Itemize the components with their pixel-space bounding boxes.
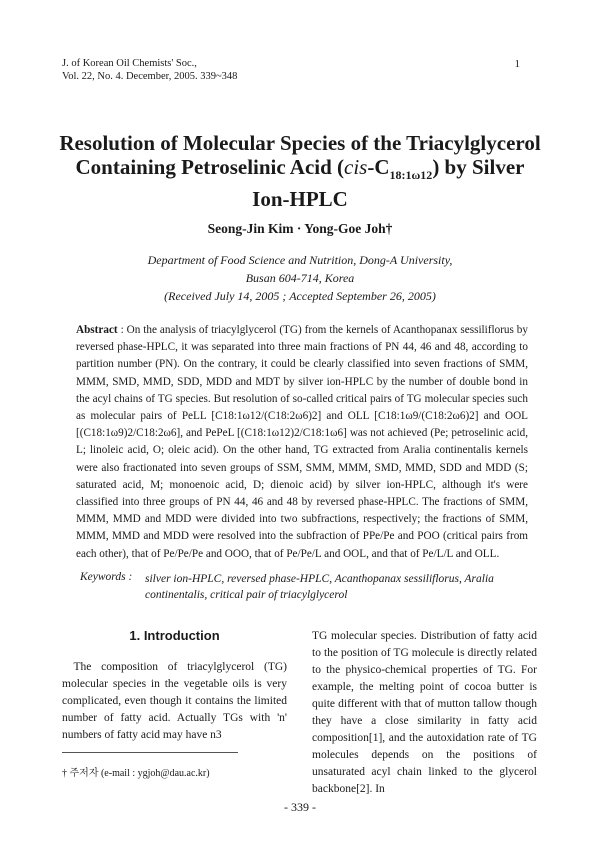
intro-left-column: The composition of triacylglycerol (TG) molecular species in the vegetable oils is very complicated, even though it contains the limited number of fatty acid. Actually TGs with 'n' numbers of fatty acid may have n3 <box>62 661 287 741</box>
abstract-label: Abstract <box>76 324 118 336</box>
footnote: † 주저자 (e-mail : ygjoh@dau.ac.kr) <box>62 768 210 779</box>
footnote-divider <box>62 752 238 753</box>
title-line-2: Containing Petroselinic Acid $(cis-C_{18:1\omega 12})$ by Silver <box>75 155 525 183</box>
journal-line-1: J. of Korean Oil Chemists' Soc., <box>62 58 197 69</box>
keywords-text: silver ion-HPLC, reversed phase-HPLC, Acanthopanax sessiliflorus, Aralia continentalis, critical pair of triacylglycerol <box>145 573 494 601</box>
affiliation <box>0 251 600 305</box>
abstract-text: : On the analysis of triacylglycerol (TG) from the kernels of Acanthopanax sessiliflorus by reversed phase-HPLC, it was separated into three main fractions of PN 44, 46 and 48, according to partition number (PN). On the contrary, it could be clearly classified into seven fractions of SMM, MMM, SMD, MMD, SDD, MDD and MDT by silver ion-HPLC by the number of double bond in the acyl chains of TG species. But resolution of so-called critical pairs of TG molecular species such as molecular pairs of PeLL [C18:1ω12/(C18:2ω6)2] and OLL [C18:1ω9/(C18:2ω6)2] and OOL [(C18:1ω9)2/C18:2ω6], and PePeL [(C18:1ω12)2/C18:1ω6] was not achieved (Pe; petroselinic acid, L; linoleic acid, O; oleic acid). On the other hand, TG extracted from Aralia continentalis kernels were also fractionated into seven groups of SSM, SMM, MMM, SMD, MMD, SDD and MDD (S; saturated acid, M; monoenoic acid, D; dienoic acid) by silver ion-HPLC, although it's were classified into three groups of PN 44, 46 and 48 by reversed phase-HPLC. The fractions of SMM, MMM, MMD and MDD were divided into two subfractions, respectively; the fractions of SMM, MMM, MMD and MDD were resolved into the subfraction of PPe/Pe and POO (critical pairs from each other), that of Pe/Pe/Pe and OOO, that of Pe/Pe/L and OOL, and that of Pe/L/L and OLL. <box>76 324 528 560</box>
title-line-3: Ion-HPLC <box>252 187 348 212</box>
affiliation-dept: Department of Food Science and Nutrition, Dong-A University, <box>147 253 453 267</box>
journal-line-2: Vol. 22, No. 4. December, 2005. 339~348 <box>62 71 238 82</box>
footer-page-number: - 339 - <box>284 800 316 814</box>
header-page-number: 1 <box>514 58 520 70</box>
section-title-introduction: 1. Introduction <box>129 628 220 643</box>
received-dates: (Received July 14, 2005 ; Accepted September 26, 2005) <box>164 289 436 303</box>
abstract <box>76 322 528 563</box>
keywords-label: Keywords : <box>80 571 133 583</box>
title-line-1: Resolution of Molecular Species of the Triacylglycerol <box>59 131 541 155</box>
intro-right-column: TG molecular species. Distribution of fatty acid to the position of TG molecule is directly related to the physico-chemical properties of TG. For example, the melting point of cocoa butter is quite different with that of mutton tallow though they have a close similarity in fatty acid composition[1], and the autoxidation rate of TG molecules depends on the positions of unsaturated acyl chain linked to the glycerol backbone[2]. In <box>312 630 537 795</box>
authors: Seong-Jin Kim · Yong-Goe Joh† <box>207 221 393 236</box>
paper-title <box>40 131 560 211</box>
journal-citation <box>62 57 237 83</box>
affiliation-city: Busan 604-714, Korea <box>245 271 355 285</box>
